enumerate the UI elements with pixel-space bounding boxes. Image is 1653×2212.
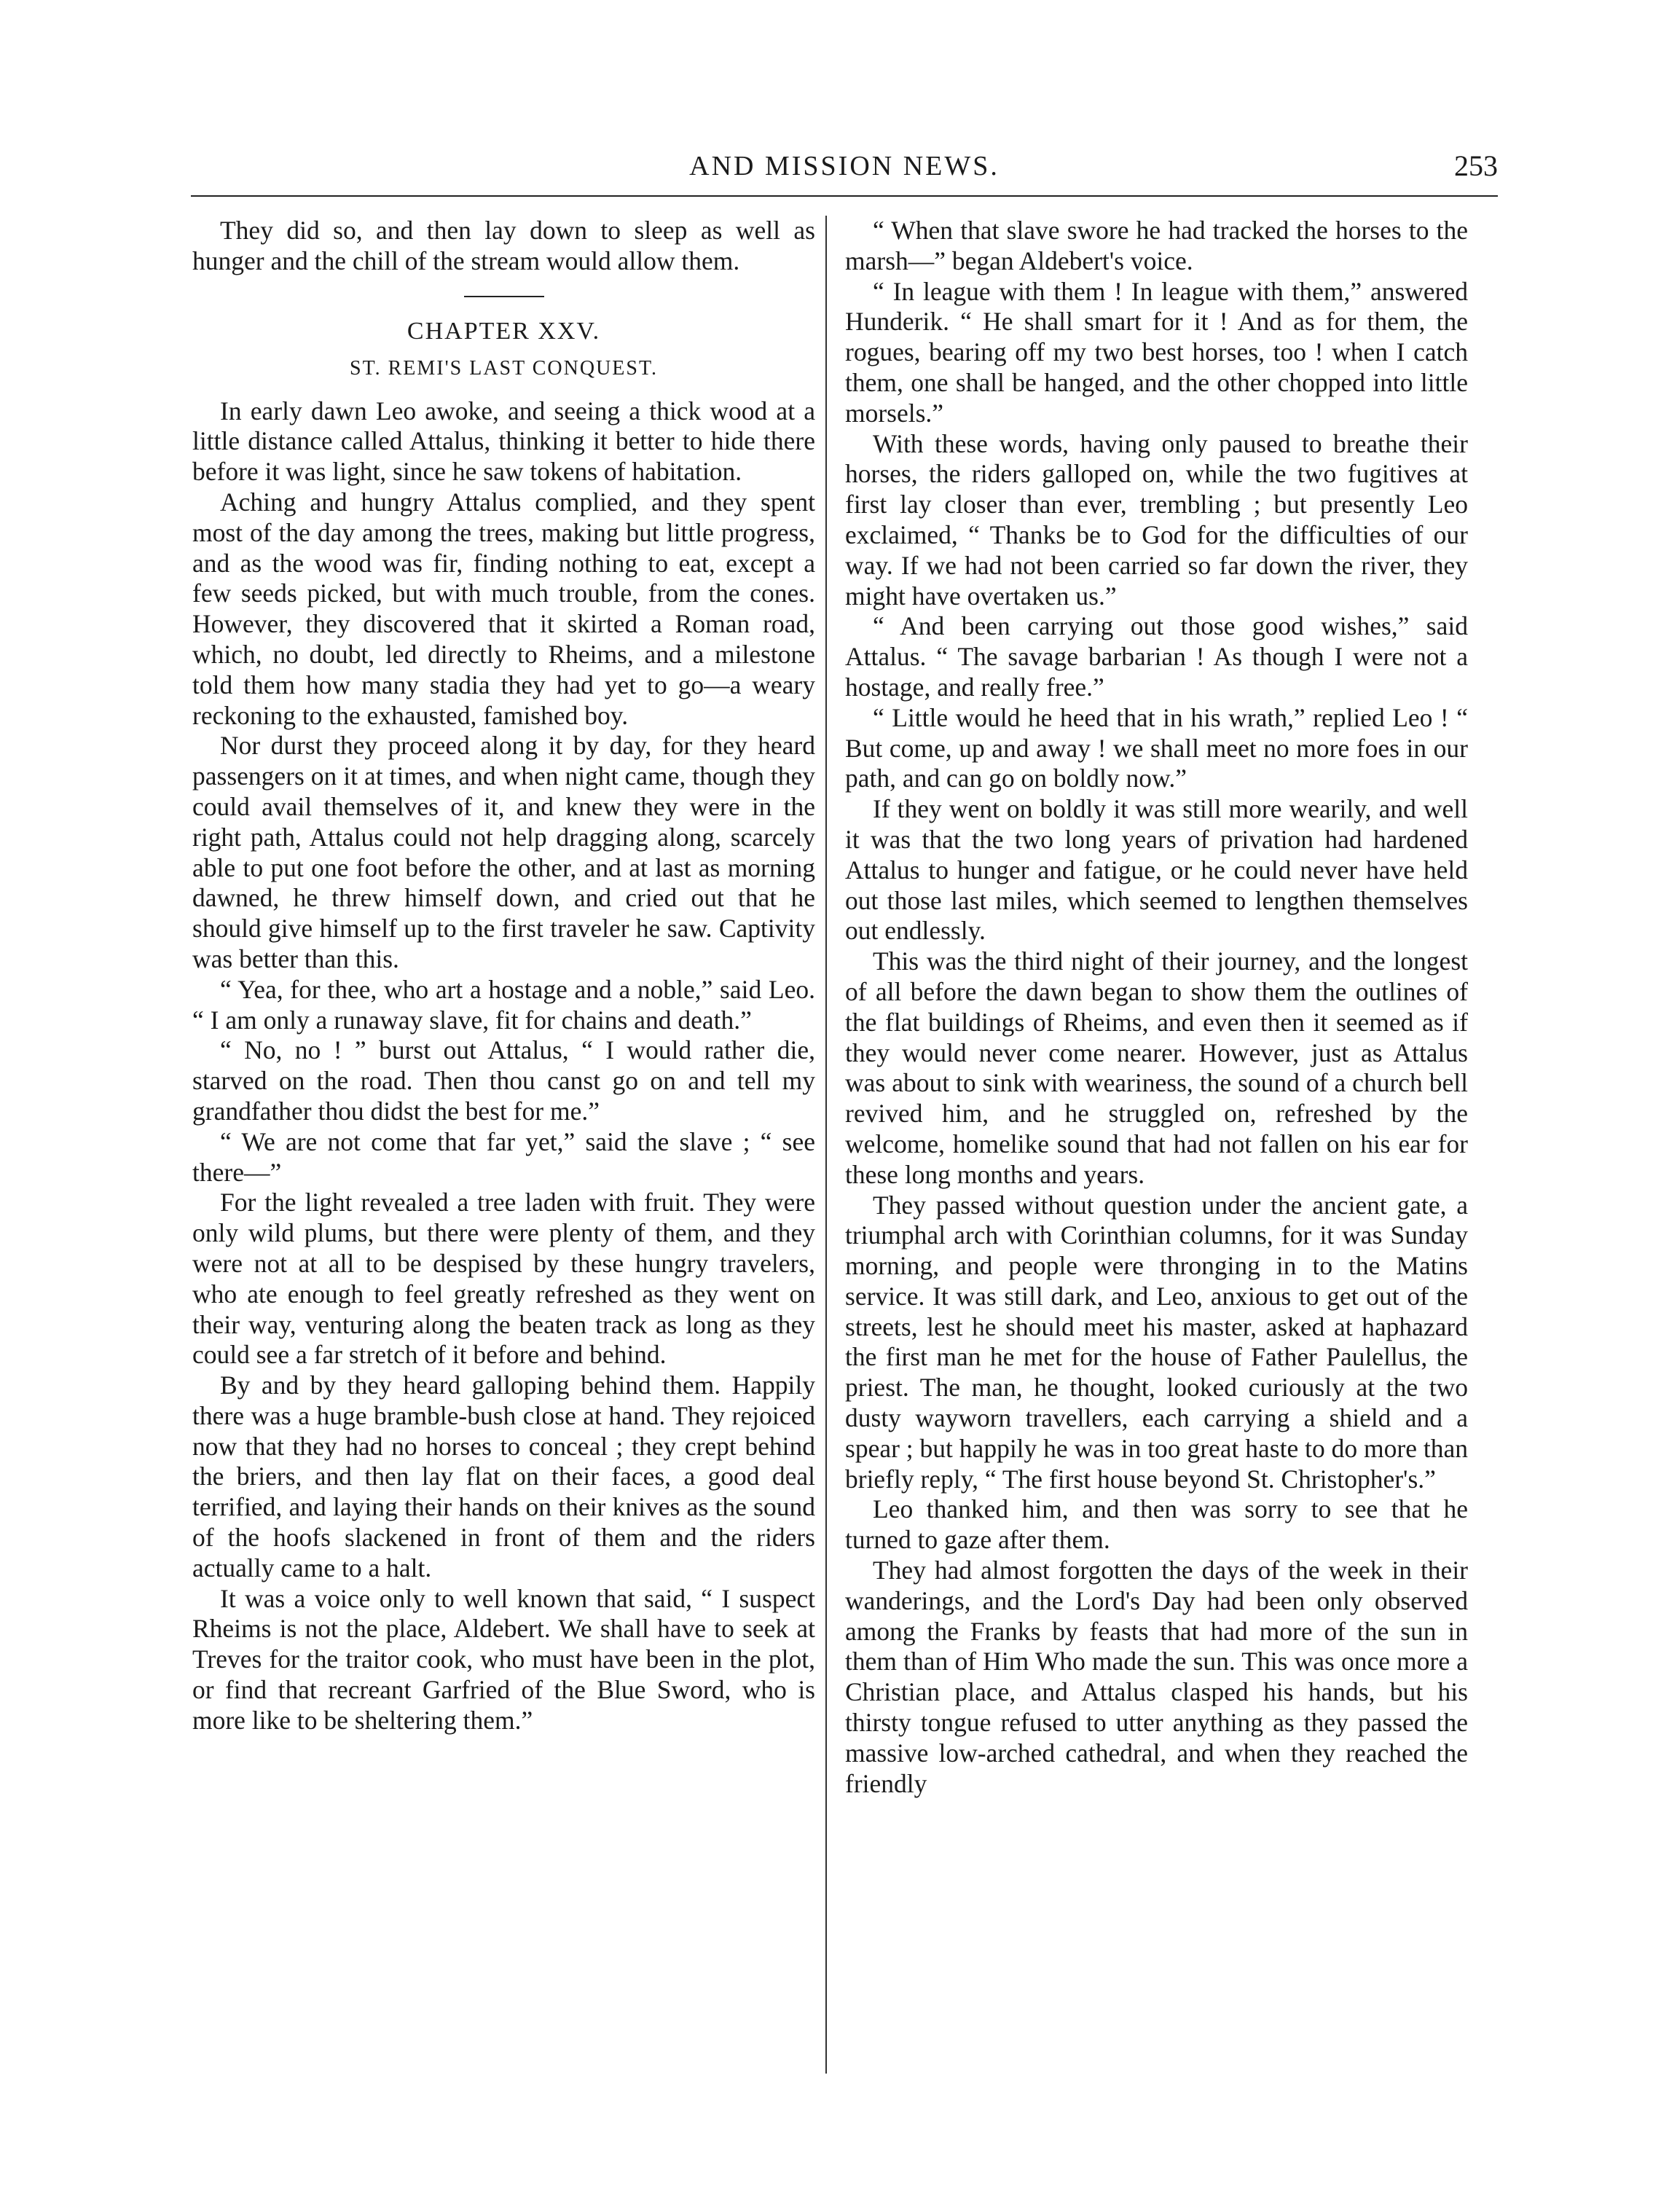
paragraph: “ We are not come that far yet,” said the slave ; “ see there—” <box>192 1126 815 1187</box>
running-title: AND MISSION NEWS. <box>689 151 1000 181</box>
paragraph: “ And been carrying out those good wishes,” said Attalus. “ The savage barbarian ! As though I were not a hostage, and really free.” <box>845 611 1468 702</box>
paragraph: This was the third night of their journey, and the longest of all before the dawn began to show them the outlines of the flat buildings of Rheims, and even then it seemed as if they would never come nearer. However, just as Attalus was about to sink with weariness, the sound of a church bell revived him, and he struggled on, refreshed by the welcome, homelike sound that had not fallen on his ear for these long months and years. <box>845 946 1468 1189</box>
paragraph: It was a voice only to well known that said, “ I suspect Rheims is not the place, Aldebert. We shall have to seek at Treves for the traitor cook, who must have been in the plot, or find that recreant Garfried of the Blue Sword, who is more like to be sheltering them.” <box>192 1583 815 1735</box>
paragraph: In early dawn Leo awoke, and seeing a thick wood at a little distance called Attalus, thinking it better to hide there before it was light, since he saw tokens of habitation. <box>192 396 815 487</box>
paragraph: “ When that slave swore he had tracked the horses to the marsh—” began Aldebert's voice. <box>845 216 1468 275</box>
paragraph: They did so, and then lay down to sleep as well as hunger and the chill of the stream would allow them. <box>192 216 815 275</box>
paragraph: “ In league with them ! In league with them,” answered Hunderik. “ He shall smart for it ! And as for them, the rogues, bearing off my two best horses, too ! when I catch them, one shall be hanged, and the other chopped into little morsels.” <box>845 276 1468 428</box>
left-column <box>192 216 815 2074</box>
column-divider <box>825 216 827 2074</box>
paragraph: With these words, having only paused to breathe their horses, the riders galloped on, while the two fugitives at first lay closer than ever, trembling ; but presently Leo exclaimed, “ Thanks be to God for the difficulties of our way. If we had not been carried so far down the river, they might have overtaken us.” <box>845 428 1468 611</box>
paragraph: “ No, no ! ” burst out Attalus, “ I would rather die, starved on the road. Then thou canst go on and tell my grandfather thou didst the best for me.” <box>192 1035 815 1126</box>
page-number: 253 <box>1454 149 1498 182</box>
paragraph: They passed without question under the ancient gate, a triumphal arch with Corinthian columns, for it was Sunday morning, and people were thronging in to the Matins service. It was still dark, and Leo, anxious to get out of the streets, lest he should meet his master, asked at haphazard the first man he met for the house of Father Paulellus, the priest. The man, he thought, looked curiously at the two dusty wayworn travellers, each carrying a shield and a spear ; but happily he was in too great haste to do more than briefly reply, “ The first house beyond St. Christopher's.” <box>845 1190 1468 1494</box>
paragraph: Nor durst they proceed along it by day, for they heard passengers on it at times, and when night came, though they could avail themselves of it, and knew they were in the right path, Attalus could not help dragging along, scarcely able to put one foot before the other, and at last as morning dawned, he threw himself down, and cried out that he should give himself up to the first traveler he saw. Captivity was better than this. <box>192 731 815 973</box>
paragraph: By and by they heard galloping behind them. Happily there was a huge bramble-bush close at hand. They rejoiced now that they had no horses to conceal ; they crept behind the briers, and then lay flat on their faces, a good deal terrified, and laying their hands on their knives as the sound of the hoofs slackened in front of them and the riders actually came to a halt. <box>192 1370 815 1582</box>
paragraph: If they went on boldly it was still more wearily, and well it was that the two long years of privation had hardened Attalus to hunger and fatigue, or he could never have held out those last miles, which seemed to lengthen themselves out endlessly. <box>845 794 1468 946</box>
chapter-subtitle: ST. REMI'S LAST CONQUEST. <box>350 356 658 380</box>
running-head <box>191 146 1498 192</box>
paragraph: For the light revealed a tree laden with fruit. They were only wild plums, but there were plenty of them, and they were not at all to be despised by these hungry travelers, who ate enough to feel greatly refreshed as they went on their way, venturing along the beaten track as long as they could see a far stretch of it before and behind. <box>192 1188 815 1370</box>
paragraph: They had almost forgotten the days of the week in their wanderings, and the Lord's Day had been only observed among the Franks by feasts that had more of the sun in them than of Him Who made the sun. This was once more a Christian place, and Attalus clasped his hands, but his thirsty tongue refused to utter anything as they passed the massive low-arched cathedral, and when they reached the friendly <box>845 1556 1468 1798</box>
paragraph: “ Yea, for thee, who art a hostage and a noble,” said Leo. “ I am only a runaway slave, fit for chains and death.” <box>192 974 815 1035</box>
chapter-title: CHAPTER XXV. <box>407 317 601 345</box>
chapter-divider <box>464 296 544 297</box>
header-rule <box>191 195 1498 197</box>
paragraph: “ Little would he heed that in his wrath,” replied Leo ! “ But come, up and away ! we shall meet no more foes in our path, and can go on boldly now.” <box>845 702 1468 793</box>
paragraph: Aching and hungry Attalus complied, and they spent most of the day among the trees, making but little progress, and as the wood was fir, finding nothing to eat, except a few seeds picked, but with much trouble, from the cones. However, they discovered that it skirted a Roman road, which, no doubt, led directly to Rheims, and a milestone told them how many stadia they had yet to go—a weary reckoning to the exhausted, famished boy. <box>192 487 815 730</box>
right-column <box>845 216 1468 2074</box>
paragraph: Leo thanked him, and then was sorry to see that he turned to gaze after them. <box>845 1494 1468 1555</box>
